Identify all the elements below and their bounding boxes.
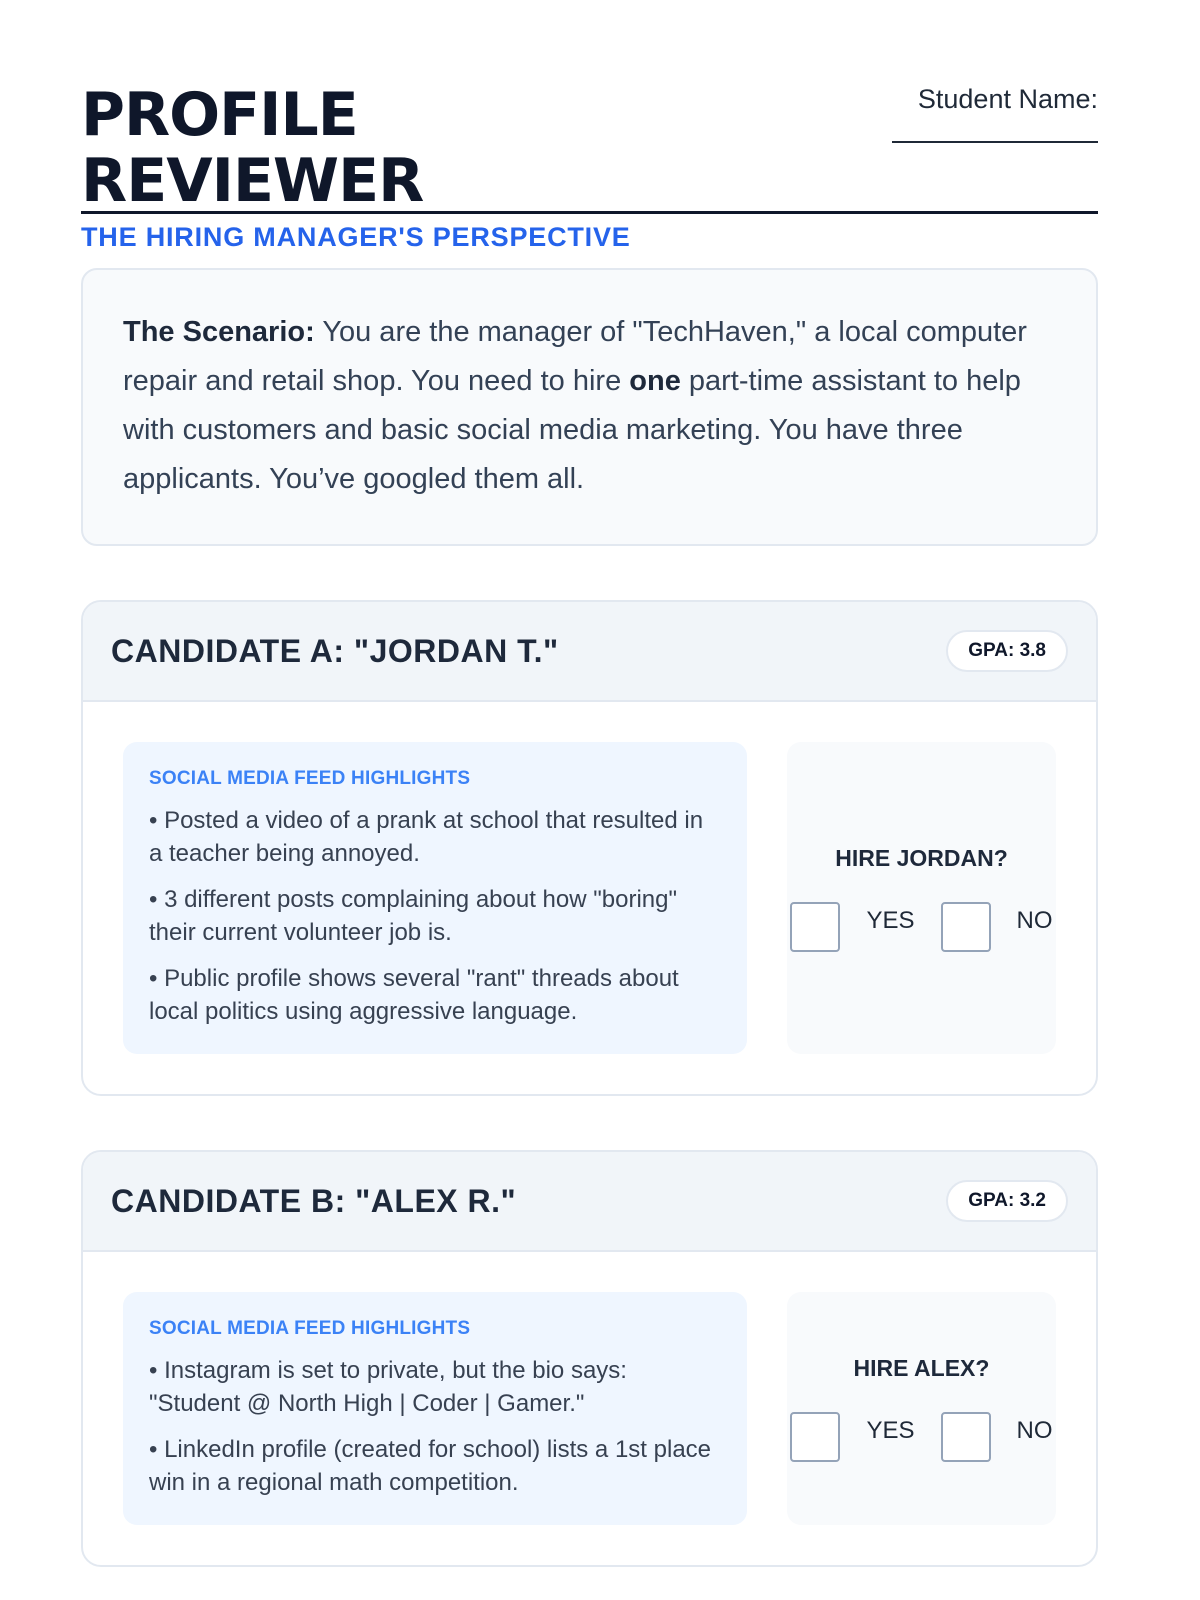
feed-title: SOCIAL MEDIA FEED HIGHLIGHTS	[149, 1318, 471, 1339]
social-feed-panel	[123, 742, 747, 1054]
hire-question: HIRE ALEX?	[853, 1355, 990, 1381]
hire-decision-panel	[787, 742, 1056, 1054]
no-checkbox[interactable]	[941, 1412, 991, 1462]
yes-label: YES	[866, 906, 915, 934]
feed-item: • Public profile shows several "rant" threads about local politics using aggressive language.	[149, 965, 679, 1025]
student-name-field	[892, 84, 1098, 150]
no-label: NO	[1016, 1417, 1053, 1444]
candidate-card-b	[81, 1150, 1098, 1567]
candidate-header	[83, 602, 1096, 702]
student-name-input-line[interactable]	[892, 129, 1098, 143]
feed-item: • Instagram is set to private, but the bio says: "Student @ North High | Coder | Gamer."	[149, 1357, 627, 1417]
hire-decision-panel	[787, 1292, 1056, 1525]
feed-item: • 3 different posts complaining about how "boring" their current volunteer job is.	[149, 886, 677, 946]
scenario-label: The Scenario:	[123, 316, 315, 348]
header	[81, 0, 1098, 252]
no-checkbox[interactable]	[941, 902, 991, 952]
no-label: NO	[1016, 906, 1053, 934]
scenario-emphasis: one	[629, 365, 681, 397]
hire-options	[790, 902, 1052, 952]
feed-item: • Posted a video of a prank at school that resulted in a teacher being annoyed.	[149, 807, 704, 867]
scenario-text-2: part-time assistant to help with customers and basic social media marketing. You have three applicants. You’ve googled them all.	[123, 365, 1021, 495]
candidate-title: CANDIDATE A: "JORDAN T."	[111, 632, 559, 669]
yes-checkbox[interactable]	[790, 1412, 840, 1462]
gpa-badge: GPA: 3.8	[946, 630, 1068, 672]
feed-item: • LinkedIn profile (created for school) lists a 1st place win in a regional math competition.	[149, 1436, 712, 1496]
candidate-header	[83, 1152, 1096, 1252]
page-title: PROFILE REVIEWER	[81, 80, 424, 216]
yes-label: YES	[866, 1417, 915, 1444]
candidate-card-a	[81, 600, 1098, 1096]
candidate-title: CANDIDATE B: "ALEX R."	[111, 1182, 517, 1219]
scenario-text-1: You are the manager of "TechHaven," a local computer repair and retail shop. You need to hire	[123, 316, 1027, 397]
candidate-body	[83, 702, 1096, 1094]
hire-question: HIRE JORDAN?	[835, 844, 1008, 871]
page-subtitle: THE HIRING MANAGER'S PERSPECTIVE	[81, 222, 631, 252]
gpa-badge: GPA: 3.2	[946, 1180, 1068, 1222]
student-name-label: Student Name:	[917, 84, 1098, 114]
scenario-box	[81, 268, 1098, 546]
hire-options	[790, 1412, 1052, 1462]
social-feed-panel	[123, 1292, 747, 1525]
feed-title: SOCIAL MEDIA FEED HIGHLIGHTS	[149, 768, 471, 789]
yes-checkbox[interactable]	[790, 902, 840, 952]
candidate-body	[83, 1252, 1096, 1565]
